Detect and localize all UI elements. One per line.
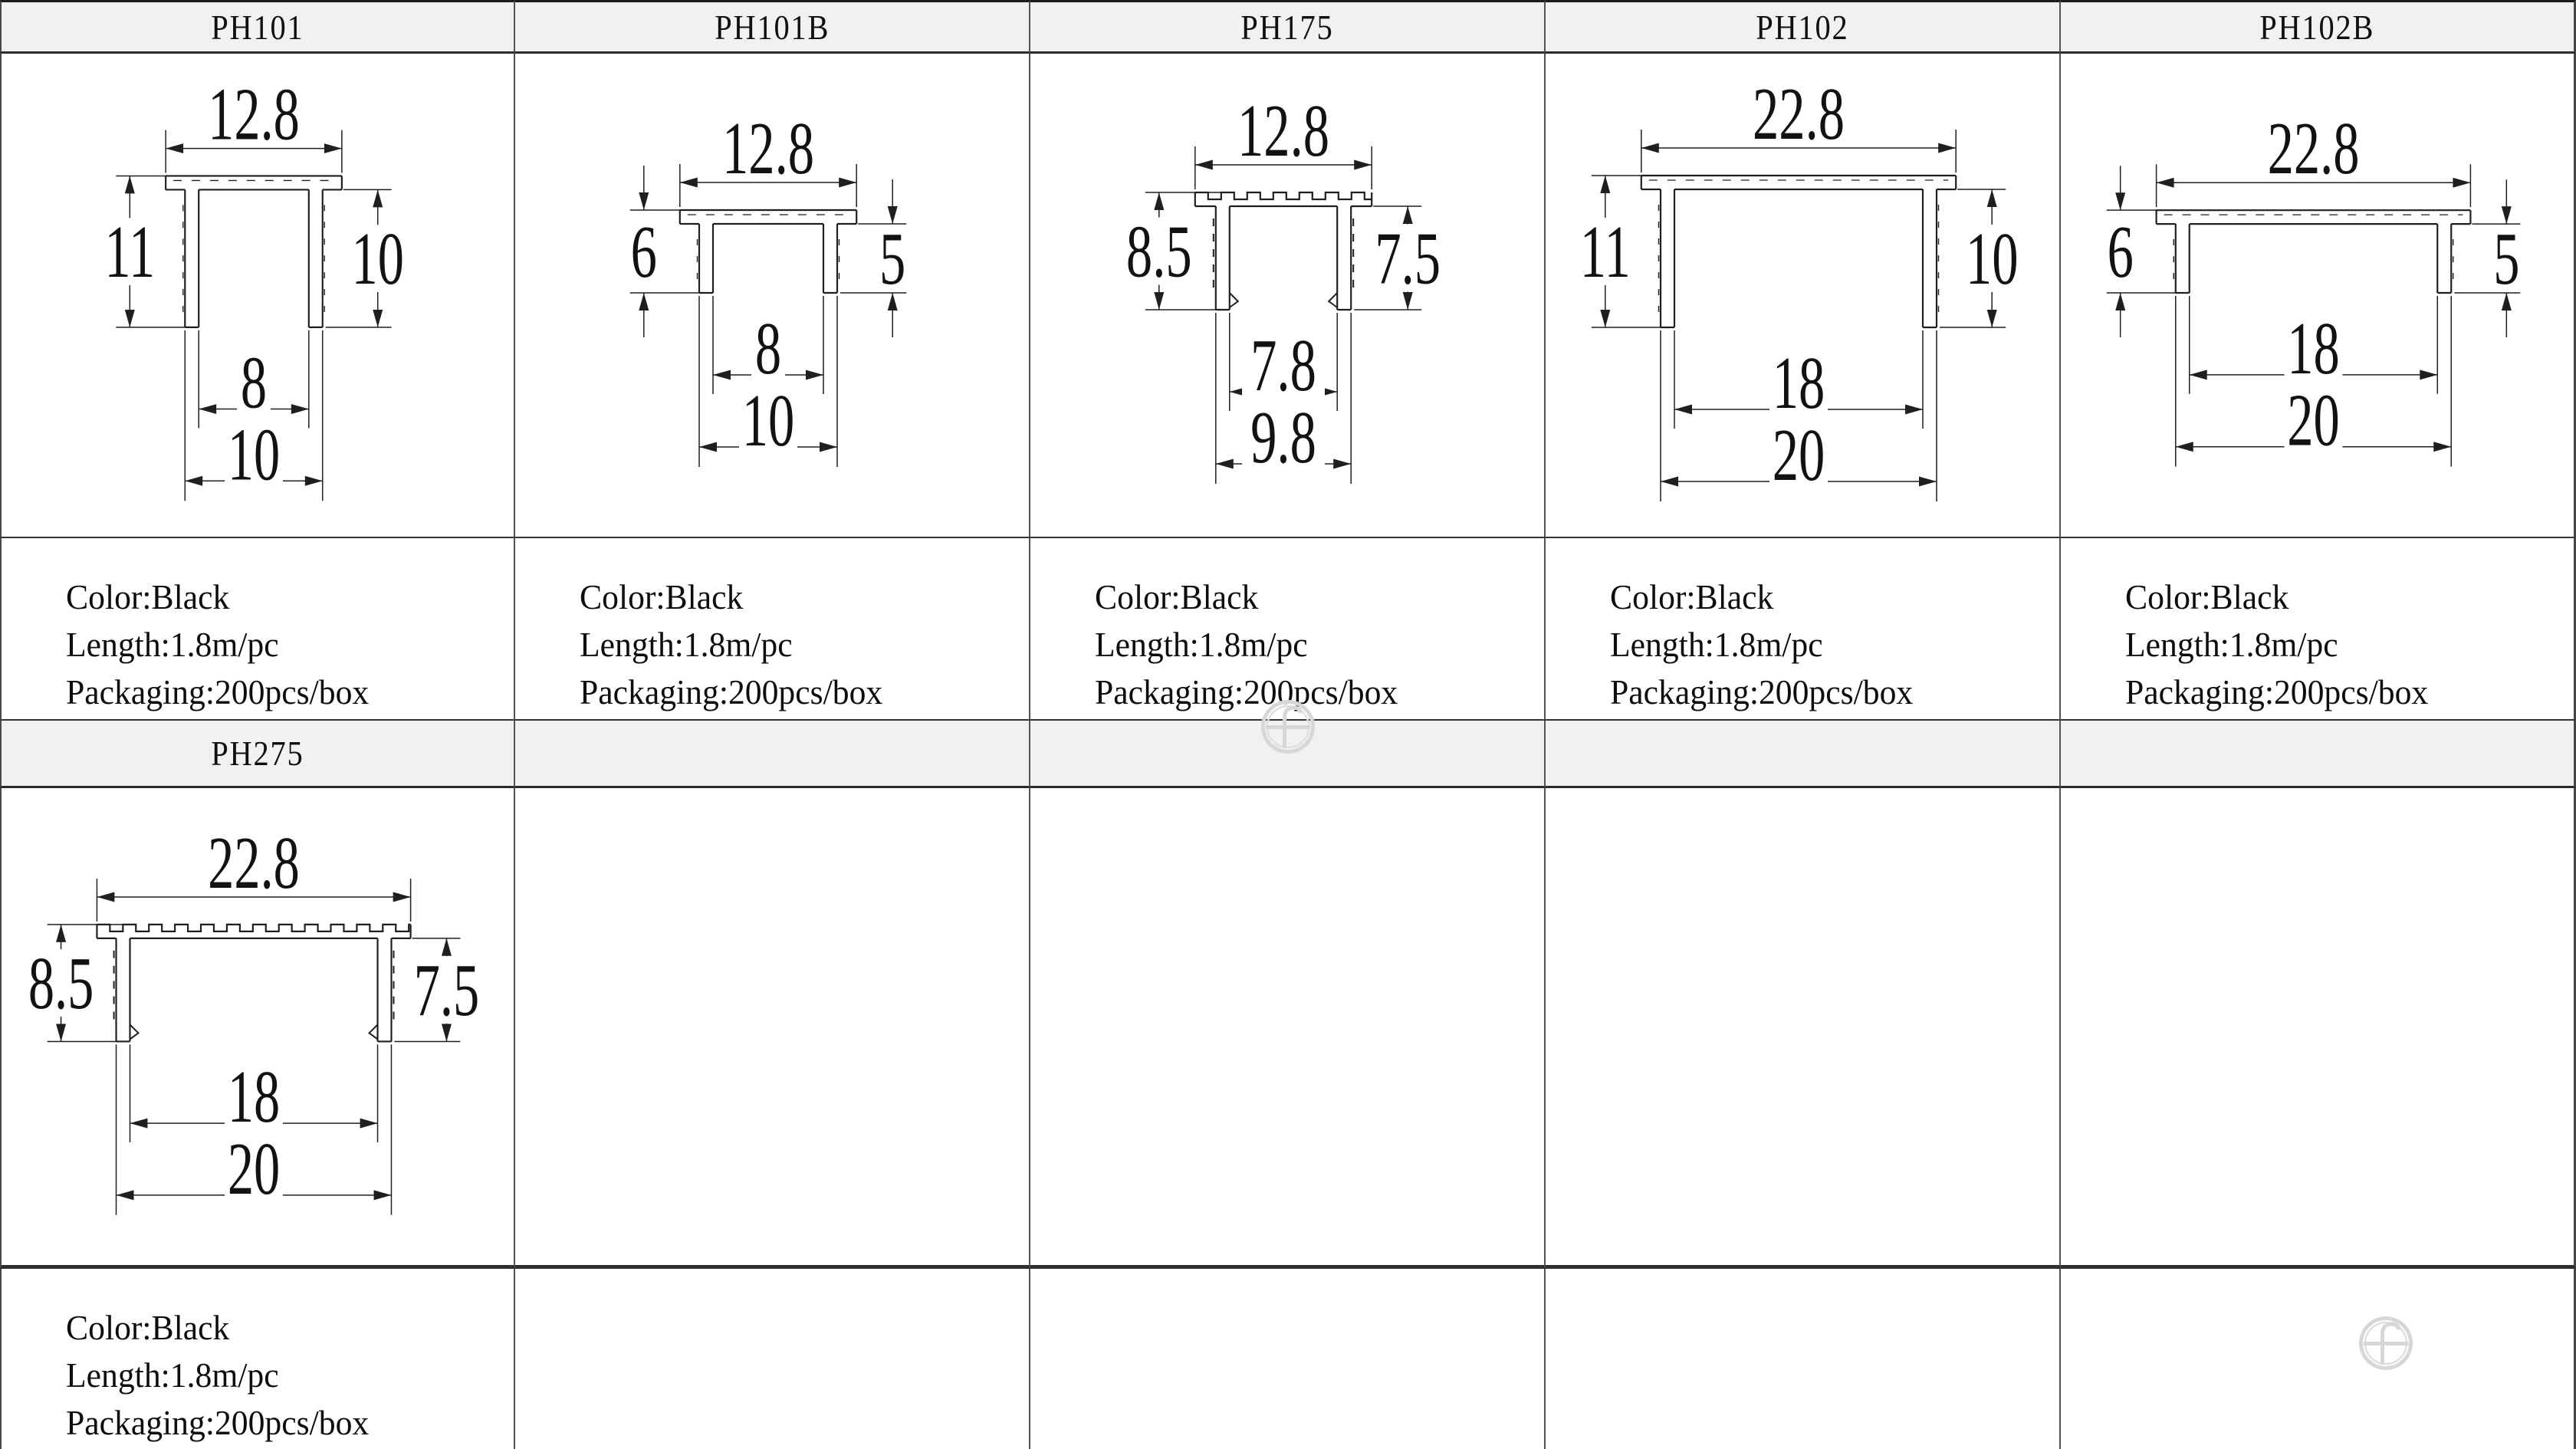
svg-text:22.8: 22.8 <box>208 822 300 905</box>
drawing-cell-empty-4 <box>2061 788 2576 1269</box>
spec-cell-ph101b <box>515 538 1030 721</box>
drawing-cell-ph175 <box>1030 54 1546 538</box>
spec-cell-empty-3 <box>1546 1269 2061 1449</box>
spec-cell-empty-2 <box>1030 1269 1546 1449</box>
spec-color: Color:Black <box>1610 578 1774 616</box>
svg-text:8: 8 <box>240 341 268 425</box>
drawing-cell-ph101 <box>0 54 515 538</box>
header-cell-ph102b <box>2061 0 2576 54</box>
svg-text:18: 18 <box>227 1056 281 1139</box>
svg-text:12.8: 12.8 <box>208 73 300 156</box>
spec-cell-ph101 <box>0 538 515 721</box>
svg-text:8: 8 <box>754 307 782 391</box>
spec-color: Color:Black <box>1095 578 1259 616</box>
header-cell-empty-2 <box>1030 721 1546 788</box>
spec-color: Color:Black <box>66 578 230 616</box>
svg-text:20: 20 <box>1772 414 1825 498</box>
svg-text:7.5: 7.5 <box>413 949 480 1033</box>
profile-drawing-ph101b <box>515 54 1029 537</box>
profile-drawing-ph102b <box>2061 54 2574 537</box>
svg-text:20: 20 <box>227 1128 281 1211</box>
spec-cell-ph102 <box>1546 538 2061 721</box>
svg-text:10: 10 <box>351 218 404 301</box>
svg-text:18: 18 <box>2287 307 2340 390</box>
spec-length: Length:1.8m/pc <box>66 626 279 664</box>
svg-text:18: 18 <box>1772 342 1825 426</box>
spec-length: Length:1.8m/pc <box>1095 626 1308 664</box>
profile-drawing-ph102 <box>1546 54 2059 537</box>
svg-text:7.5: 7.5 <box>1375 217 1441 301</box>
svg-text:6: 6 <box>630 211 657 294</box>
spec-cell-ph175 <box>1030 538 1546 721</box>
profile-drawing-ph175 <box>1030 54 1544 537</box>
profile-drawing-ph275 <box>2 788 514 1265</box>
spec-packaging: Packaging:200pcs/box <box>66 673 370 711</box>
svg-text:7.8: 7.8 <box>1250 324 1316 408</box>
spec-length: Length:1.8m/pc <box>1610 626 1823 664</box>
header-cell-empty-4 <box>2061 721 2576 788</box>
spec-cell-ph275 <box>0 1269 515 1449</box>
spec-cell-ph102b <box>2061 538 2576 721</box>
svg-text:10: 10 <box>1965 218 2019 301</box>
header-cell-ph102 <box>1546 0 2061 54</box>
header-cell-empty-1 <box>515 721 1030 788</box>
profile-drawing-ph101 <box>2 54 514 537</box>
drawing-cell-ph102b <box>2061 54 2576 538</box>
drawing-cell-ph275 <box>0 788 515 1269</box>
model-name-ph101b: PH101B <box>714 7 830 47</box>
svg-text:5: 5 <box>879 218 906 301</box>
svg-text:22.8: 22.8 <box>1752 73 1845 156</box>
spec-packaging: Packaging:200pcs/box <box>1095 673 1398 711</box>
spec-color: Color:Black <box>580 578 744 616</box>
svg-text:10: 10 <box>227 413 281 497</box>
svg-text:11: 11 <box>104 211 156 294</box>
svg-text:20: 20 <box>2287 379 2340 462</box>
model-name-ph102: PH102 <box>1756 7 1849 47</box>
header-cell-ph101 <box>0 0 515 54</box>
svg-text:5: 5 <box>2493 218 2520 301</box>
svg-text:8.5: 8.5 <box>28 942 94 1026</box>
svg-text:8.5: 8.5 <box>1125 210 1192 294</box>
model-name-ph275: PH275 <box>211 734 304 773</box>
spec-length: Length:1.8m/pc <box>66 1356 279 1395</box>
drawing-cell-ph102 <box>1546 54 2061 538</box>
spec-color: Color:Black <box>66 1309 230 1347</box>
header-cell-ph175 <box>1030 0 1546 54</box>
spec-cell-empty-1 <box>515 1269 1030 1449</box>
svg-text:9.8: 9.8 <box>1250 396 1316 480</box>
svg-text:10: 10 <box>741 380 795 463</box>
header-cell-empty-3 <box>1546 721 2061 788</box>
spec-length: Length:1.8m/pc <box>2125 626 2338 664</box>
model-name-ph102b: PH102B <box>2259 7 2375 47</box>
drawing-cell-ph101b <box>515 54 1030 538</box>
svg-text:22.8: 22.8 <box>2267 107 2360 191</box>
svg-text:12.8: 12.8 <box>1237 90 1330 173</box>
svg-text:6: 6 <box>2107 211 2134 294</box>
spec-packaging: Packaging:200pcs/box <box>1610 673 1914 711</box>
spec-packaging: Packaging:200pcs/box <box>2125 673 2429 711</box>
drawing-cell-empty-1 <box>515 788 1030 1269</box>
spec-cell-empty-4 <box>2061 1269 2576 1449</box>
spec-color: Color:Black <box>2125 578 2289 616</box>
drawing-cell-empty-2 <box>1030 788 1546 1269</box>
spec-packaging: Packaging:200pcs/box <box>580 673 883 711</box>
header-cell-ph101b <box>515 0 1030 54</box>
model-name-ph175: PH175 <box>1240 7 1334 47</box>
spec-length: Length:1.8m/pc <box>580 626 793 664</box>
drawing-cell-empty-3 <box>1546 788 2061 1269</box>
spec-packaging: Packaging:200pcs/box <box>66 1404 370 1442</box>
svg-text:11: 11 <box>1579 211 1631 294</box>
header-cell-ph275 <box>0 721 515 788</box>
model-name-ph101: PH101 <box>211 7 304 47</box>
svg-text:12.8: 12.8 <box>721 107 815 191</box>
